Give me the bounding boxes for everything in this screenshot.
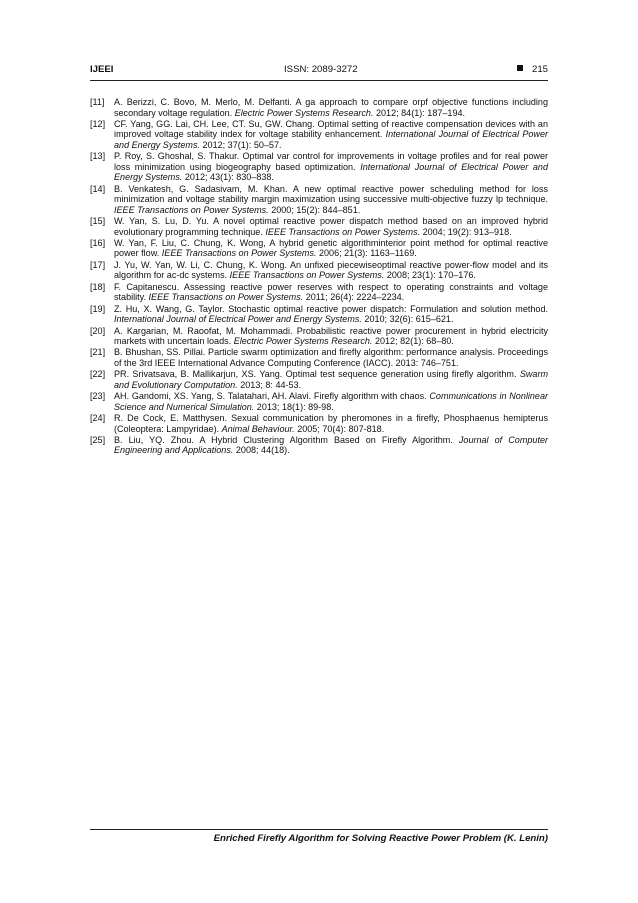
reference-authors-title: B. Liu, YQ. Zhou. A Hybrid Clustering Algorithm Based on Firefly Algorithm. <box>114 434 459 445</box>
reference-authors-title: Z. Hu, X. Wang, G. Taylor. Stochastic optimal reactive power dispatch: Formulation and solution method. <box>114 303 548 314</box>
reference-journal: International Journal of Electrical Power and Energy Systems. <box>114 161 548 183</box>
reference-number: [12] <box>90 118 106 129</box>
reference-item <box>90 347 548 368</box>
reference-item <box>90 391 548 412</box>
reference-details: 2012; 84(1): 187–194. <box>373 107 466 118</box>
reference-number: [14] <box>90 183 106 194</box>
reference-item <box>90 238 548 259</box>
reference-authors-title: W. Yan, S. Lu, D. Yu. A novel optimal reactive power dispatch method based on an improved hybrid evolutionary programming technique. <box>114 216 548 237</box>
reference-number: [16] <box>90 237 106 248</box>
reference-item <box>90 413 548 434</box>
reference-item <box>90 119 548 151</box>
reference-journal: Animal Behaviour. <box>221 423 295 434</box>
reference-item <box>90 326 548 347</box>
reference-details: 2011; 26(4): 2224–2234. <box>303 292 405 303</box>
reference-journal: International Journal of Electrical Power and Energy Systems. <box>114 129 548 150</box>
reference-journal: International Journal of Electrical Power and Energy Systems. <box>114 314 362 325</box>
reference-journal: Electric Power Systems Research. <box>233 336 373 347</box>
reference-number: [17] <box>90 259 106 270</box>
header-rule <box>90 80 548 81</box>
reference-authors-title: J. Yu, W. Yan, W. Li, C. Chung, K. Wong. An unfixed piecewiseoptimal reactive power-flow model and its algorithm for ac-dc systems. <box>114 259 548 281</box>
reference-journal: IEEE Transactions on Power Systems. <box>229 270 385 281</box>
reference-item <box>90 97 548 118</box>
issn: ISSN: 2089-3272 <box>284 64 358 75</box>
reference-authors-title: P. Roy, S. Ghoshal, S. Thakur. Optimal var control for improvements in voltage profiles and for real power loss minimization using biogeography based optimization. <box>114 151 548 172</box>
reference-number: [25] <box>90 434 106 445</box>
reference-item <box>90 282 548 303</box>
reference-journal: IEEE Transactions on Power Systems. <box>265 226 421 237</box>
reference-number: [13] <box>90 151 106 162</box>
reference-item <box>90 304 548 325</box>
square-bullet-icon <box>517 65 523 71</box>
page-number: 215 <box>531 64 548 75</box>
reference-journal: IEEE Transactions on Power Systems. <box>114 204 269 215</box>
reference-details: 2012; 82(1): 68–80. <box>372 336 454 347</box>
reference-number: [11] <box>90 97 105 107</box>
reference-journal: Electric Power Systems Research. <box>234 107 374 118</box>
reference-authors-title: A. Berizzi, C. Bovo, M. Merlo, M. Delfanti. A ga approach to compare orpf objective functions including secondary voltage regulation. <box>114 97 548 118</box>
reference-item <box>90 435 548 456</box>
reference-authors-title: A. Kargarian, M. Raoofat, M. Mohammadi. Probabilistic reactive power procurement in hybrid electricity markets with uncertain loads. <box>114 325 548 347</box>
reference-journal: Swarm and Evolutionary Computation. <box>114 369 548 390</box>
reference-number: [18] <box>90 281 106 292</box>
reference-details: 2010; 32(6): 615–621. <box>361 314 454 325</box>
reference-journal: IEEE Transactions on Power Systems. <box>161 248 317 259</box>
reference-number: [23] <box>90 391 106 402</box>
reference-authors-title: B. Venkatesh, G. Sadasivam, M. Khan. A new optimal reactive power scheduling method for loss minimization and voltage stability margin maximization using successive multi-objective fuzzy lp technique. <box>114 183 548 205</box>
reference-item <box>90 184 548 216</box>
reference-journal: Journal of Computer Engineering and Applications. <box>114 434 548 456</box>
reference-details: 2012; 43(1): 830–838. <box>182 172 274 183</box>
reference-number: [24] <box>90 413 106 424</box>
page-header <box>90 63 548 77</box>
reference-details: 2005; 70(4): 807-818. <box>294 423 385 434</box>
journal-name: IJEEI <box>90 64 114 75</box>
page-number-group <box>517 63 548 77</box>
reference-number: [22] <box>90 369 106 380</box>
reference-journal: IEEE Transactions on Power Systems. <box>148 292 304 303</box>
reference-item <box>90 260 548 281</box>
reference-details: 2008; 23(1): 170–176. <box>384 270 476 281</box>
reference-number: [15] <box>90 216 106 227</box>
reference-list <box>90 97 548 457</box>
reference-number: [19] <box>90 303 106 314</box>
reference-number: [20] <box>90 325 106 336</box>
reference-authors-title: AH. Gandomi, XS. Yang, S. Talatahari, AH. Alavi. Firefly algorithm with chaos. <box>114 391 430 402</box>
reference-details: 2006; 21(3): 1163–1169. <box>316 248 417 259</box>
reference-number: [21] <box>90 347 106 358</box>
reference-authors-title: W. Yan, F. Liu, C. Chung, K. Wong, A hybrid genetic algorithminterior point method for optimal reactive power flow. <box>114 237 548 259</box>
reference-details: 2013; 18(1): 89-98. <box>254 401 334 412</box>
reference-authors-title: B. Bhushan, SS. Pillai. Particle swarm optimization and firefly algorithm: performance analysis. Proceedings of the 3rd IEEE International Advance Computing Conference (IACC). 2013: 746–751. <box>114 347 548 368</box>
reference-details: 2012; 37(1): 50–57. <box>200 139 282 150</box>
reference-details: 2004; 19(2): 913–918. <box>420 226 512 237</box>
reference-details: 2008; 44(18). <box>233 445 290 456</box>
reference-journal: Communications in Nonlinear Science and Numerical Simulation. <box>114 391 548 412</box>
reference-authors-title: PR. Srivatsava, B. Mallikarjun, XS. Yang. Optimal test sequence generation using firefly algorithm. <box>114 369 520 380</box>
reference-item <box>90 216 548 237</box>
reference-details: 2000; 15(2): 844–851. <box>268 204 361 215</box>
reference-authors-title: F. Capitanescu. Assessing reactive power reserves with respect to operating constraints and voltage stability. <box>114 281 548 303</box>
reference-details: 2013; 8: 44-53. <box>237 379 302 390</box>
footer-rule <box>90 829 548 830</box>
reference-authors-title: R. De Cock, E. Matthysen. Sexual communication by pheromones in a firefly, Phosphaenus hemipterus (Coleoptera: Lampyridae). <box>114 413 548 434</box>
running-footer: Enriched Firefly Algorithm for Solving Reactive Power Problem (K. Lenin) <box>213 833 548 844</box>
reference-item <box>90 151 548 183</box>
reference-item <box>90 369 548 390</box>
reference-authors-title: CF. Yang, GG. Lai, CH. Lee, CT. Su, GW. Chang. Optimal setting of reactive compensation devices with an improved voltage stability index for voltage stability enhancement. <box>114 118 548 140</box>
